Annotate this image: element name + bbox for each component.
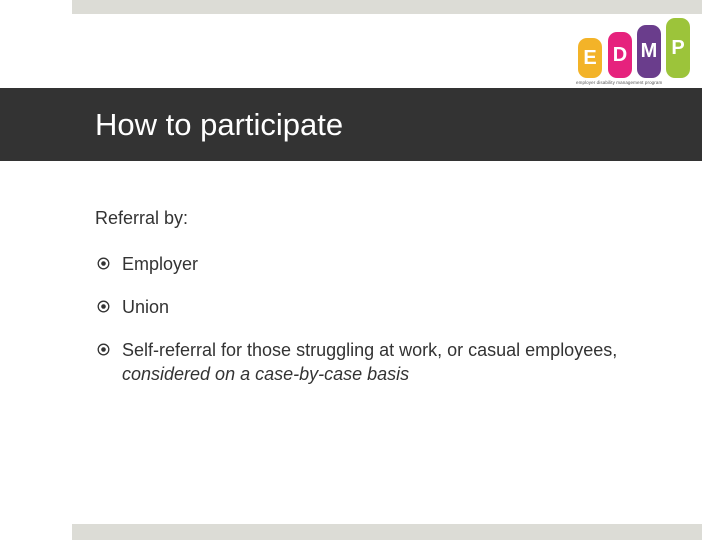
list-item-continuation-text: considered on a case-by-case basis [122,364,410,384]
list-item-text: Employer [122,254,199,274]
referral-list [95,252,695,386]
edmp-logo [576,18,694,90]
circled-dot-icon [97,257,110,270]
slide-body [95,206,695,386]
logo-letter-m: M [637,25,661,78]
logo-tagline: employer disability management program [576,80,663,85]
list-item-text: Union [122,297,170,317]
list-item-union [95,295,695,319]
logo-letter-p: P [666,18,690,78]
logo-letter-d: D [608,32,632,78]
top-decorative-bar [72,0,702,14]
list-item-self-referral [95,338,695,386]
list-item-text: Self-referral for those struggling at work, or casual employees, [122,340,618,360]
bottom-decorative-bar [72,524,702,540]
circled-dot-icon [97,300,110,313]
slide-title: How to participate [95,107,344,142]
list-item-employer [95,252,695,276]
referral-lead-text: Referral by: [95,208,189,228]
circled-dot-icon [97,343,110,356]
logo-letter-e: E [578,38,602,78]
